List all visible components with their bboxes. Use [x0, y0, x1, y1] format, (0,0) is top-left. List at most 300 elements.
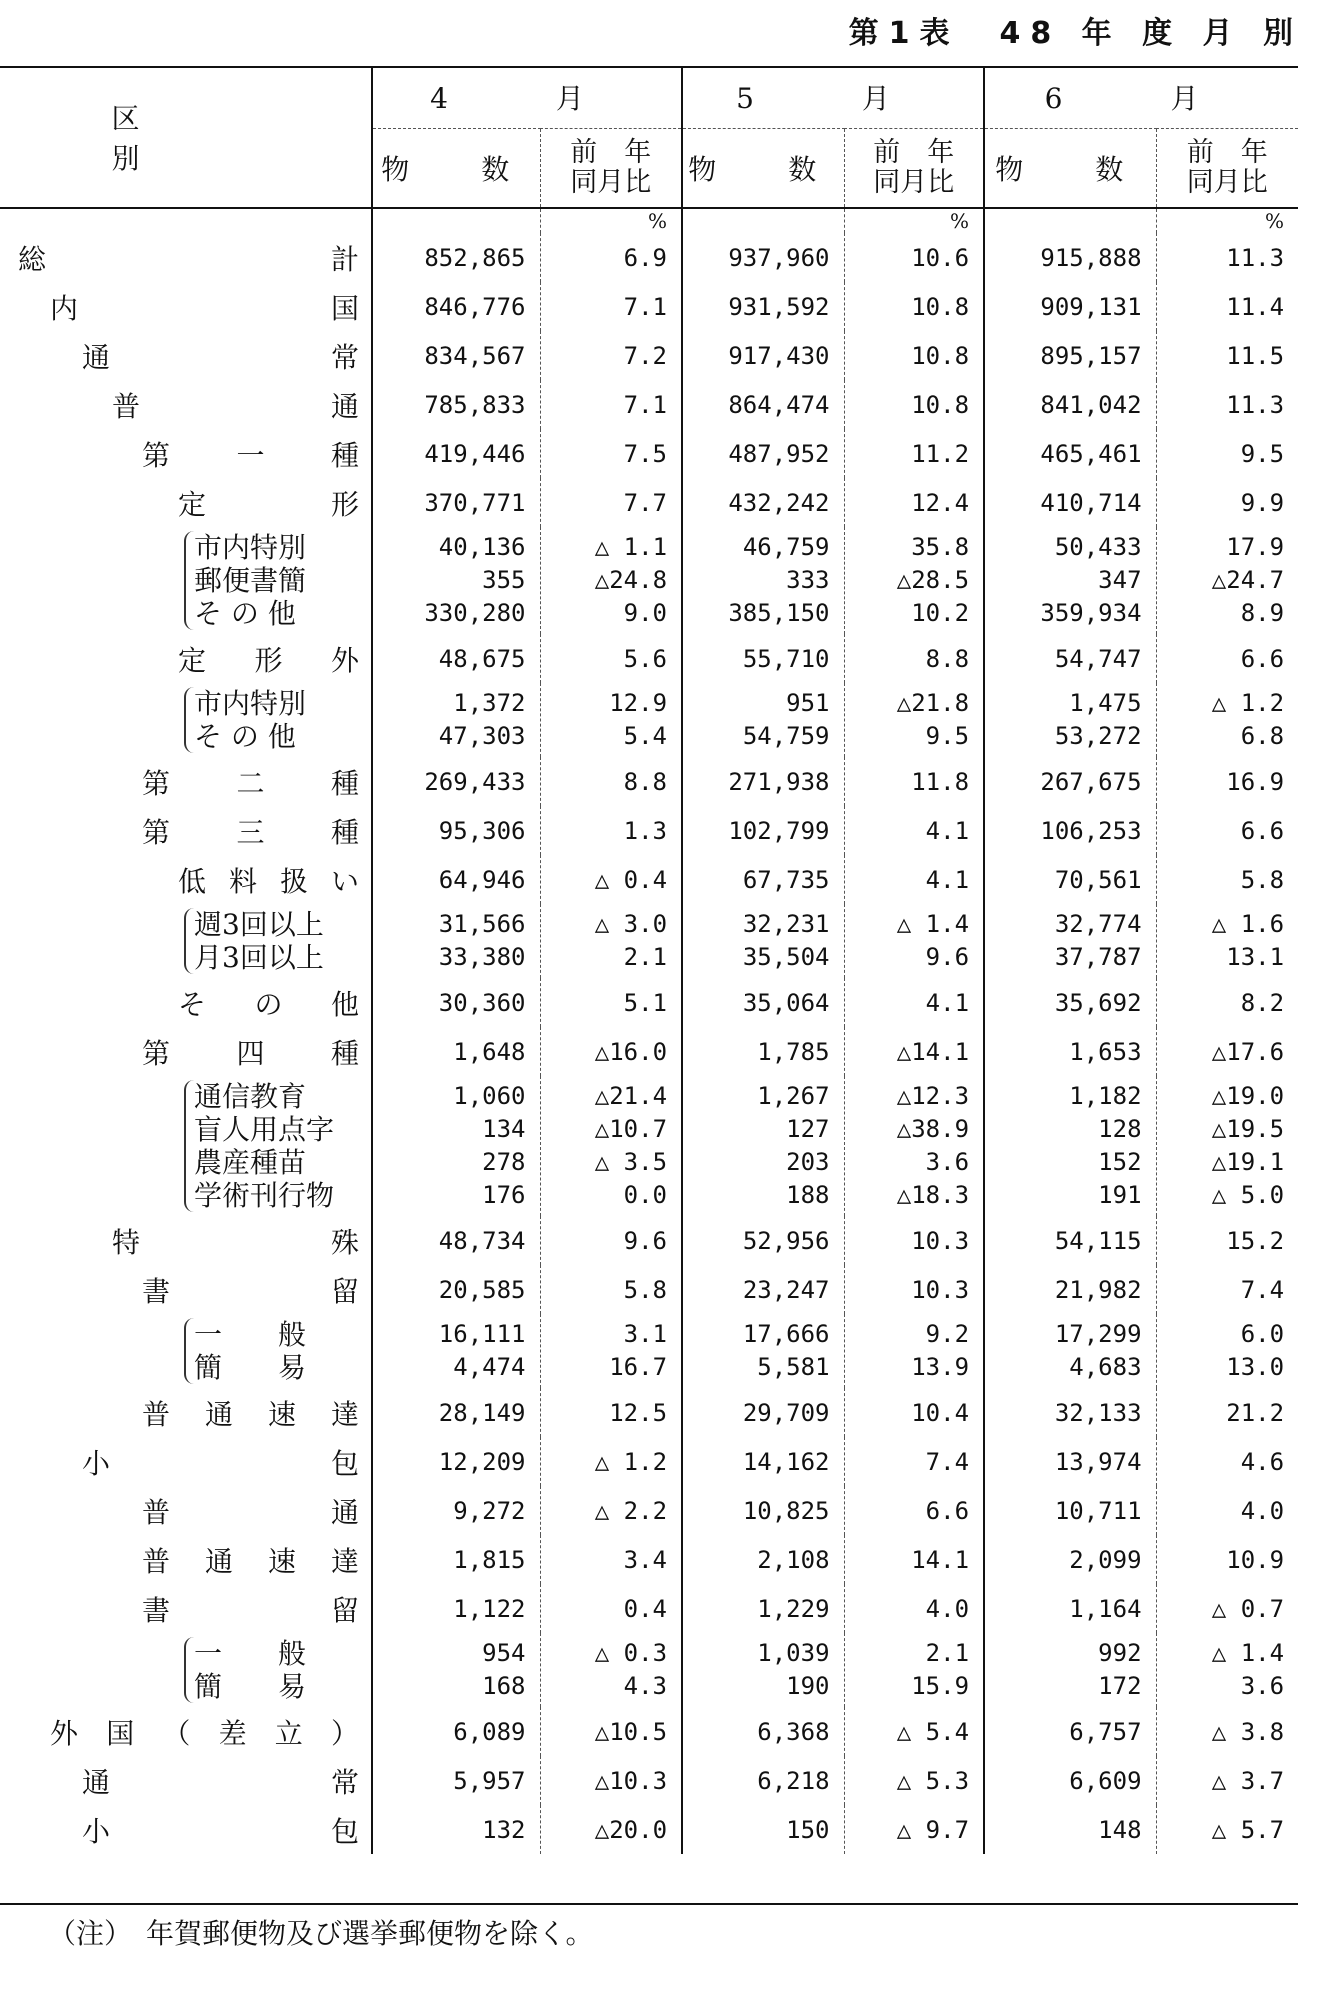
row-label-text: 総 計: [18, 242, 359, 276]
table-row: [0, 855, 1298, 904]
ratio-value: 10.8: [844, 331, 984, 380]
ratio-value: 7.1: [540, 282, 682, 331]
count-value: 846,776: [372, 282, 540, 331]
ratio-value: 16.9: [1156, 757, 1298, 806]
ratio-value: 11.3: [1156, 380, 1298, 429]
count-value: 330,280: [424, 599, 526, 627]
ratio-value: 6.8: [1240, 722, 1285, 750]
count-value: 895,157: [984, 331, 1156, 380]
table-title: 第1表 48 年 度 月 別: [848, 16, 1303, 51]
count-value: 9,272: [372, 1486, 540, 1535]
ratio-value: △ 1.2: [540, 1437, 682, 1486]
sub-row-label: そ の 他: [194, 720, 296, 753]
sub-row-label: 月3回以上: [194, 941, 324, 974]
ratio-value: 8.9: [1240, 599, 1285, 627]
count-values: [682, 1633, 844, 1707]
count-value: 5,957: [372, 1756, 540, 1805]
ratio-value: 9.5: [1156, 429, 1298, 478]
row-label: [0, 1216, 372, 1265]
row-label: [0, 634, 372, 683]
row-label-group: [0, 1633, 372, 1707]
count-value: 1,815: [372, 1535, 540, 1584]
count-value: 852,865: [372, 233, 540, 282]
sub-row-label: 一 般: [194, 1637, 307, 1670]
row-label-text: 書 留: [142, 1593, 359, 1627]
brace-icon: [184, 908, 194, 974]
count-value: 28,149: [372, 1388, 540, 1437]
count-values: [984, 683, 1156, 757]
count-value: 16,111: [438, 1320, 526, 1348]
row-label: [0, 1707, 372, 1756]
count-header: 物 数: [372, 129, 540, 209]
row-label: [0, 757, 372, 806]
table-row: [0, 1027, 1298, 1076]
statistics-table: [0, 66, 1298, 1854]
ratio-value: 12.9: [609, 689, 668, 717]
count-value: 1,267: [757, 1082, 830, 1110]
ratio-values: [540, 1633, 682, 1707]
brace-icon: [184, 1080, 194, 1212]
ratio-value: 3.4: [540, 1535, 682, 1584]
count-value: 465,461: [984, 429, 1156, 478]
row-label-text: 通 常: [82, 340, 359, 374]
ratio-value: 5.8: [1156, 855, 1298, 904]
ratio-value: 13.1: [1226, 943, 1285, 971]
ratio-value: 2.1: [623, 943, 668, 971]
ratio-value: 5.8: [540, 1265, 682, 1314]
row-label-text: 外 国 （ 差 立 ）: [50, 1716, 359, 1750]
ratio-value: △10.5: [540, 1707, 682, 1756]
count-value: 937,960: [682, 233, 844, 282]
row-label-text: そ の 他: [178, 987, 359, 1021]
count-value: 172: [1098, 1672, 1142, 1700]
count-value: 785,833: [372, 380, 540, 429]
ratio-values: [1156, 527, 1298, 634]
row-label: [0, 1388, 372, 1437]
count-value: 102,799: [682, 806, 844, 855]
count-values: [372, 527, 540, 634]
count-value: 17,299: [1054, 1320, 1142, 1348]
row-label-text: 第 四 種: [142, 1036, 359, 1070]
count-value: 1,122: [372, 1584, 540, 1633]
table-row: [0, 978, 1298, 1027]
ratio-header: [540, 129, 682, 209]
count-value: 40,136: [438, 533, 526, 561]
ratio-value: 6.0: [1240, 1320, 1285, 1348]
ratio-value: △21.4: [594, 1082, 668, 1110]
ratio-values: [540, 683, 682, 757]
ratio-value: 11.8: [844, 757, 984, 806]
table-body: [0, 208, 1298, 1854]
ratio-value: 21.2: [1156, 1388, 1298, 1437]
count-value: 915,888: [984, 233, 1156, 282]
count-value: 487,952: [682, 429, 844, 478]
row-label: [0, 855, 372, 904]
ratio-value: 17.9: [1226, 533, 1285, 561]
ratio-value: △ 1.4: [1211, 1639, 1285, 1667]
ratio-value: 4.0: [1156, 1486, 1298, 1535]
sub-row-label: 農産種苗: [194, 1146, 307, 1179]
row-label-text: 普 通: [142, 1495, 359, 1529]
count-value: 4,683: [1069, 1353, 1142, 1381]
count-value: 271,938: [682, 757, 844, 806]
table-row-group: [0, 527, 1298, 634]
count-value: 70,561: [984, 855, 1156, 904]
ratio-value: △ 3.8: [1156, 1707, 1298, 1756]
table-row: [0, 1486, 1298, 1535]
count-values: [372, 1314, 540, 1388]
ratio-value: △ 9.7: [844, 1805, 984, 1854]
row-label-text: 特 殊: [112, 1225, 359, 1259]
count-value: 1,229: [682, 1584, 844, 1633]
ratio-value: △ 5.3: [844, 1756, 984, 1805]
ratio-value: △ 5.0: [1211, 1181, 1285, 1209]
ratio-value: 15.2: [1156, 1216, 1298, 1265]
table-row: [0, 478, 1298, 527]
row-label-text: 普 通 速 達: [142, 1544, 359, 1578]
count-value: 150: [682, 1805, 844, 1854]
row-label: [0, 1486, 372, 1535]
ratio-value: 7.5: [540, 429, 682, 478]
count-value: 132: [372, 1805, 540, 1854]
count-value: 67,735: [682, 855, 844, 904]
count-value: 269,433: [372, 757, 540, 806]
row-label-text: 普 通 速 達: [142, 1397, 359, 1431]
count-value: 17,666: [742, 1320, 830, 1348]
ratio-value: △ 0.3: [594, 1639, 668, 1667]
count-value: 203: [786, 1148, 830, 1176]
ratio-value: 11.4: [1156, 282, 1298, 331]
ratio-value: △ 3.0: [594, 910, 668, 938]
count-value: 12,209: [372, 1437, 540, 1486]
count-value: 355: [482, 566, 526, 594]
ratio-value: △10.3: [540, 1756, 682, 1805]
count-values: [682, 1314, 844, 1388]
table-row: [0, 1216, 1298, 1265]
ratio-value: 6.6: [1156, 634, 1298, 683]
count-values: [984, 1633, 1156, 1707]
ratio-value: △ 5.4: [844, 1707, 984, 1756]
ratio-value: 10.6: [844, 233, 984, 282]
ratio-value: 4.1: [844, 855, 984, 904]
count-value: 2,099: [984, 1535, 1156, 1584]
sub-row-label: 通信教育: [194, 1080, 307, 1113]
ratio-value: 10.4: [844, 1388, 984, 1437]
ratio-value: 9.5: [925, 722, 970, 750]
count-value: 55,710: [682, 634, 844, 683]
count-value: 2,108: [682, 1535, 844, 1584]
row-label-group: [0, 683, 372, 757]
count-value: 14,162: [682, 1437, 844, 1486]
row-label: [0, 429, 372, 478]
row-label: [0, 1437, 372, 1486]
ratio-header-top: 前 年: [1186, 137, 1268, 168]
ratio-value: 9.2: [925, 1320, 970, 1348]
brace-icon: [184, 1637, 194, 1703]
ratio-value: 9.9: [1156, 478, 1298, 527]
count-values: [372, 1076, 540, 1216]
ratio-value: 3.6: [1240, 1672, 1285, 1700]
percent-unit: %: [1156, 208, 1298, 233]
ratio-values: [844, 904, 984, 978]
ratio-value: 9.6: [540, 1216, 682, 1265]
count-value: 5,581: [757, 1353, 830, 1381]
ratio-value: 12.5: [540, 1388, 682, 1437]
count-value: 53,272: [1054, 722, 1142, 750]
count-value: 278: [482, 1148, 526, 1176]
ratio-value: 9.0: [623, 599, 668, 627]
ratio-value: 13.0: [1226, 1353, 1285, 1381]
ratio-values: [844, 683, 984, 757]
ratio-values: [540, 1314, 682, 1388]
count-value: 992: [1098, 1639, 1142, 1667]
count-value: 29,709: [682, 1388, 844, 1437]
ratio-value: 11.2: [844, 429, 984, 478]
table-row-group: [0, 1633, 1298, 1707]
ratio-value: △ 2.2: [540, 1486, 682, 1535]
count-value: 1,653: [984, 1027, 1156, 1076]
row-label-text: 低 料 扱 い: [178, 864, 359, 898]
ratio-value: 4.3: [623, 1672, 668, 1700]
count-value: 841,042: [984, 380, 1156, 429]
count-value: 33,380: [438, 943, 526, 971]
table-row-group: [0, 683, 1298, 757]
row-label: [0, 1756, 372, 1805]
count-value: 46,759: [742, 533, 830, 561]
row-label: [0, 978, 372, 1027]
row-label-text: 第 二 種: [142, 766, 359, 800]
count-value: 909,131: [984, 282, 1156, 331]
count-value: 50,433: [1054, 533, 1142, 561]
sub-row-label: 一 般: [194, 1318, 307, 1351]
ratio-value: 35.8: [911, 533, 970, 561]
table-row: [0, 380, 1298, 429]
count-value: 30,360: [372, 978, 540, 1027]
ratio-value: 13.9: [911, 1353, 970, 1381]
ratio-value: 12.4: [844, 478, 984, 527]
percent-row: [0, 208, 1298, 233]
ratio-header: [1156, 129, 1298, 209]
ratio-value: 6.6: [1156, 806, 1298, 855]
count-value: 152: [1098, 1148, 1142, 1176]
sub-row-label: 盲人用点字: [194, 1113, 335, 1146]
ratio-value: 10.3: [844, 1265, 984, 1314]
count-value: 6,368: [682, 1707, 844, 1756]
ratio-value: 8.2: [1156, 978, 1298, 1027]
ratio-value: △14.1: [844, 1027, 984, 1076]
row-label-text: 書 留: [142, 1274, 359, 1308]
count-value: 1,060: [453, 1082, 526, 1110]
count-value: 20,585: [372, 1265, 540, 1314]
ratio-value: △ 3.7: [1156, 1756, 1298, 1805]
percent-unit: %: [844, 208, 984, 233]
count-value: 6,757: [984, 1707, 1156, 1756]
ratio-value: 8.8: [540, 757, 682, 806]
ratio-value: △12.3: [896, 1082, 970, 1110]
ratio-values: [844, 1314, 984, 1388]
ratio-value: 7.7: [540, 478, 682, 527]
ratio-value: 16.7: [609, 1353, 668, 1381]
count-value: 176: [482, 1181, 526, 1209]
table-row: [0, 1707, 1298, 1756]
count-value: 47,303: [438, 722, 526, 750]
count-value: 10,825: [682, 1486, 844, 1535]
ratio-value: 11.3: [1156, 233, 1298, 282]
ratio-values: [844, 1633, 984, 1707]
brace-icon: [184, 1318, 194, 1384]
ratio-value: 5.4: [623, 722, 668, 750]
table-row: [0, 1756, 1298, 1805]
row-label-group: [0, 1076, 372, 1216]
sub-row-label: 簡 易: [194, 1670, 307, 1703]
count-value: 31,566: [438, 910, 526, 938]
row-label: [0, 478, 372, 527]
count-value: 954: [482, 1639, 526, 1667]
ratio-value: 10.8: [844, 380, 984, 429]
ratio-values: [1156, 1633, 1298, 1707]
table-row: [0, 1265, 1298, 1314]
count-value: 1,648: [372, 1027, 540, 1076]
footnote: （注） 年賀郵便物及び選挙郵便物を除く。: [48, 1917, 594, 1950]
ratio-header-bottom: 同月比: [570, 167, 652, 198]
ratio-values: [540, 527, 682, 634]
ratio-value: △19.5: [1211, 1115, 1285, 1143]
row-label: [0, 331, 372, 380]
count-value: 35,504: [742, 943, 830, 971]
count-value: 6,089: [372, 1707, 540, 1756]
ratio-value: 7.1: [540, 380, 682, 429]
count-values: [372, 904, 540, 978]
ratio-value: △ 1.6: [1211, 910, 1285, 938]
count-value: 128: [1098, 1115, 1142, 1143]
count-value: 134: [482, 1115, 526, 1143]
ratio-values: [1156, 683, 1298, 757]
sub-row-label: 簡 易: [194, 1351, 307, 1384]
ratio-value: △ 5.7: [1156, 1805, 1298, 1854]
ratio-value: 4.1: [844, 806, 984, 855]
ratio-value: 10.8: [844, 282, 984, 331]
row-label-text: 内 国: [50, 291, 359, 325]
sub-row-label: 週3回以上: [194, 908, 324, 941]
sub-row-label: 市内特別: [194, 687, 307, 720]
month-header-2: 5 月: [682, 66, 984, 129]
table-row: [0, 1584, 1298, 1633]
ratio-value: △19.0: [1211, 1082, 1285, 1110]
ratio-value: 15.9: [911, 1672, 970, 1700]
row-label: [0, 1805, 372, 1854]
ratio-value: △24.8: [594, 566, 668, 594]
count-value: 54,115: [984, 1216, 1156, 1265]
ratio-value: 7.4: [1156, 1265, 1298, 1314]
row-label: [0, 1584, 372, 1633]
ratio-values: [844, 527, 984, 634]
count-value: 1,182: [1069, 1082, 1142, 1110]
count-value: 190: [786, 1672, 830, 1700]
row-label-group: [0, 527, 372, 634]
count-value: 127: [786, 1115, 830, 1143]
count-value: 917,430: [682, 331, 844, 380]
count-values: [682, 527, 844, 634]
table-row: [0, 429, 1298, 478]
ratio-value: △18.3: [896, 1181, 970, 1209]
ratio-value: 4.6: [1156, 1437, 1298, 1486]
ratio-value: 14.1: [844, 1535, 984, 1584]
table-header: [0, 66, 1298, 208]
table-row: [0, 757, 1298, 806]
ratio-value: 11.5: [1156, 331, 1298, 380]
ratio-value: 9.6: [925, 943, 970, 971]
count-values: [984, 904, 1156, 978]
table-row: [0, 282, 1298, 331]
count-value: 419,446: [372, 429, 540, 478]
count-value: 267,675: [984, 757, 1156, 806]
count-value: 385,150: [728, 599, 830, 627]
table-row: [0, 634, 1298, 683]
ratio-header: [844, 129, 984, 209]
row-label: [0, 1027, 372, 1076]
ratio-value: 4.0: [844, 1584, 984, 1633]
count-value: 4,474: [453, 1353, 526, 1381]
count-value: 931,592: [682, 282, 844, 331]
ratio-value: 10.2: [911, 599, 970, 627]
count-value: 1,039: [757, 1639, 830, 1667]
row-label-text: 第 一 種: [142, 438, 359, 472]
brace-icon: [184, 531, 194, 630]
row-label-group: [0, 1314, 372, 1388]
count-value: 23,247: [682, 1265, 844, 1314]
count-value: 359,934: [1040, 599, 1142, 627]
ratio-value: △28.5: [896, 566, 970, 594]
row-label-text: 小 包: [82, 1814, 359, 1848]
count-value: 32,231: [742, 910, 830, 938]
row-label-text: 通 常: [82, 1765, 359, 1799]
ratio-value: 5.1: [540, 978, 682, 1027]
month-header-1: 4 月: [372, 66, 682, 129]
row-label: [0, 282, 372, 331]
count-value: 6,609: [984, 1756, 1156, 1805]
ratio-header-top: 前 年: [570, 137, 652, 168]
ratio-value: △20.0: [540, 1805, 682, 1854]
count-value: 35,064: [682, 978, 844, 1027]
count-value: 6,218: [682, 1756, 844, 1805]
count-value: 48,734: [372, 1216, 540, 1265]
ratio-value: 10.3: [844, 1216, 984, 1265]
count-value: 48,675: [372, 634, 540, 683]
count-value: 1,475: [1069, 689, 1142, 717]
count-value: 864,474: [682, 380, 844, 429]
count-value: 10,711: [984, 1486, 1156, 1535]
count-values: [984, 1314, 1156, 1388]
ratio-value: △10.7: [594, 1115, 668, 1143]
row-label: [0, 1535, 372, 1584]
ratio-value: 3.1: [623, 1320, 668, 1348]
ratio-value: 2.1: [925, 1639, 970, 1667]
ratio-value: △ 1.2: [1211, 689, 1285, 717]
count-values: [372, 1633, 540, 1707]
row-label-text: 定 形 外: [178, 643, 359, 677]
ratio-value: △24.7: [1211, 566, 1285, 594]
row-label-text: 第 三 種: [142, 815, 359, 849]
ratio-values: [540, 904, 682, 978]
table-row: [0, 1388, 1298, 1437]
table-row-group: [0, 1076, 1298, 1216]
row-label-text: 小 包: [82, 1446, 359, 1480]
ratio-value: 5.6: [540, 634, 682, 683]
count-value: 21,982: [984, 1265, 1156, 1314]
table-row: [0, 331, 1298, 380]
count-value: 35,692: [984, 978, 1156, 1027]
row-label: [0, 806, 372, 855]
